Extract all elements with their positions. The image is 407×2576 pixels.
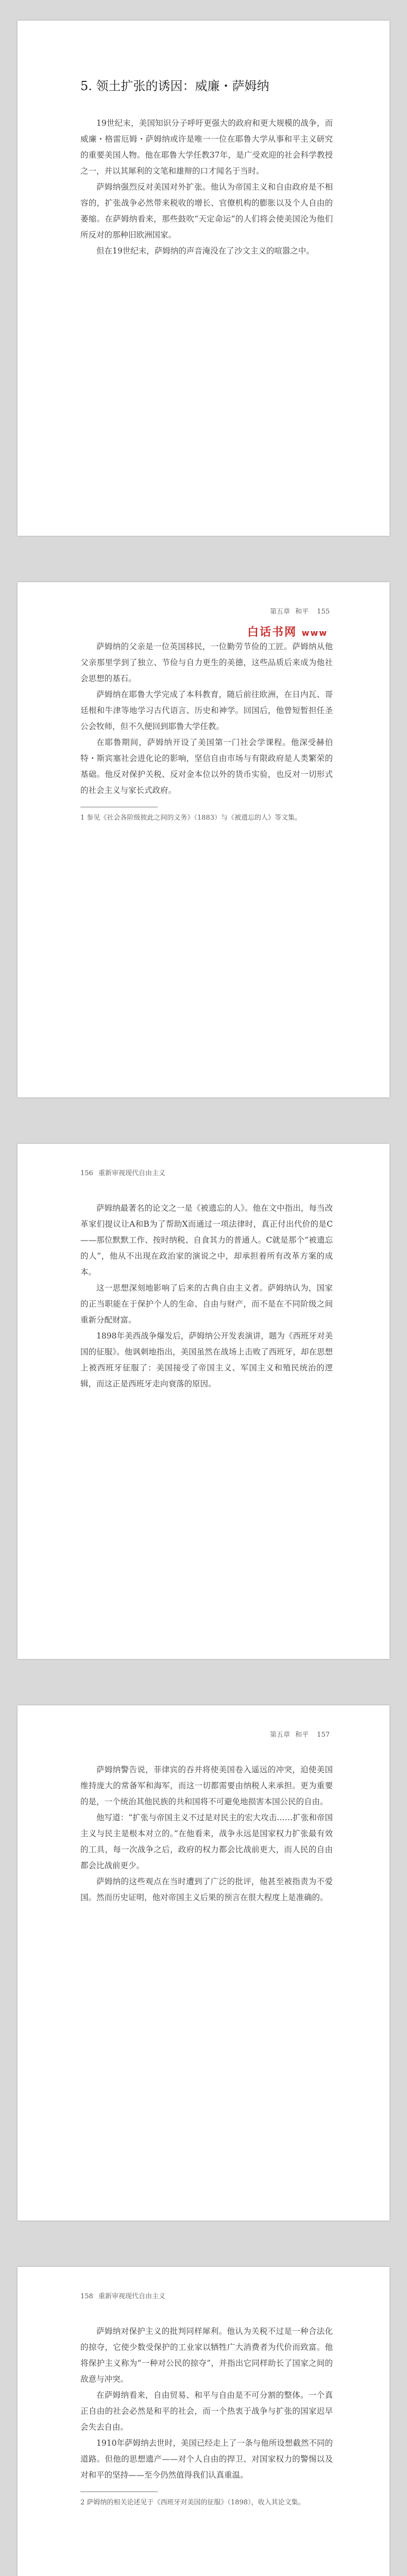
chapter-name: 和平 (295, 608, 309, 616)
page-content (80, 1200, 333, 1392)
page-number: 158 (80, 2293, 93, 2300)
chapter-label: 第五章 (269, 1731, 290, 1739)
book-page-1 (18, 21, 389, 536)
page-number: 155 (317, 608, 330, 616)
book-page-2 (18, 582, 389, 1097)
stamp-label: 白话书网 (247, 626, 297, 639)
chapter-label: 第五章 (269, 608, 290, 616)
book-page-4 (18, 1705, 389, 2221)
paragraph: 这一思想深刻地影响了后来的古典自由主义者。萨姆纳认为，国家的正当职能在于保护个人的生命、自由与财产，而不是在不同阶级之间重新分配财富。 (80, 1283, 333, 1325)
stamp-site: www (301, 628, 328, 638)
paragraph: 在耶鲁期间，萨姆纳开设了美国第一门社会学课程。他深受赫伯特・斯宾塞社会进化论的影响，坚信自由市场与有限政府是人类繁荣的基础。他反对保护关税、反对金本位以外的货币实验，也反对一切形式的社会主义与家长式政府。 (80, 738, 333, 795)
running-header (80, 1167, 333, 1179)
running-header (80, 1729, 333, 1740)
running-header (80, 606, 333, 617)
book-page-3 (18, 1144, 389, 1659)
paragraph: 萨姆纳在耶鲁大学完成了本科教育，随后前往欧洲，在日内瓦、哥廷根和牛津等地学习古代语言、历史和神学。回国后，他曾短暂担任圣公会牧师，但不久便回到耶鲁大学任教。 (80, 690, 333, 731)
paragraph: 19世纪末，美国知识分子呼吁更强大的政府和更大规模的战争，而威廉・格雷厄姆・萨姆纳或许是唯一一位在耶鲁大学从事和平主义研究的重要美国人物。他在耶鲁大学任教37年，是广受欢迎的社会科学教授之一，并以其犀利的文笔和雄辩的口才闻名于当时。 (80, 118, 333, 176)
paragraph: 萨姆纳的这些观点在当时遭到了广泛的批评，他甚至被指责为不爱国。然而历史证明，他对帝国主义后果的预言在很大程度上是准确的。 (80, 1877, 333, 1902)
paragraph: 但在19世纪末，萨姆纳的声音淹没在了沙文主义的喧嚣之中。 (96, 246, 314, 256)
paragraph: 在萨姆纳看来，自由贸易、和平与自由是不可分割的整体。一个真正自由的社会必然是和平的社会，而一个热衷于战争与扩张的国家迟早会失去自由。 (80, 2391, 333, 2432)
paragraph: 萨姆纳的父亲是一位英国移民，一位勤劳节俭的工匠。萨姆纳从他父亲那里学到了独立、节俭与自力更生的美德，这些品质后来成为他社会思想的基石。 (80, 642, 333, 683)
book-page-5 (18, 2267, 389, 2576)
section-title: 5. 领土扩张的诱因：威廉・萨姆纳 (80, 79, 269, 93)
book-title-header: 重新审视现代自由主义 (98, 1170, 165, 1177)
paragraph: 萨姆纳对保护主义的批判同样犀利。他认为关税不过是一种合法化的掠夺，它使少数受保护的工业家以牺牲广大消费者为代价而致富。他将保护主义称为“一种对公民的掠夺”，并指出它同样助长了国家之间的敌意与冲突。 (80, 2327, 333, 2384)
paragraph: 1910年萨姆纳去世时，美国已经走上了一条与他所设想截然不同的道路。但他的思想遗产——对个人自由的捍卫、对国家权力的警惕以及对和平的坚持——至今仍然值得我们认真重温。 (80, 2438, 333, 2480)
page-number: 156 (80, 1170, 93, 1177)
paragraph: 萨姆纳强烈反对美国对外扩张。他认为帝国主义和自由政府是不相容的，扩张战争必然带来税收的增长、官僚机构的膨胀以及个人自由的萎缩。在萨姆纳看来，那些鼓吹“天定命运”的人们将会使美国沦为他们所反对的那种旧欧洲国家。 (80, 182, 333, 240)
page-number: 157 (317, 1731, 330, 1739)
page-content (80, 77, 333, 259)
paragraph: 萨姆纳警告说，菲律宾的吞并将使美国卷入遥远的冲突，迫使美国维持庞大的常备军和海军，而这一切都需要由纳税人来承担。更为重要的是，一个统治其他民族的共和国将不可避免地损害本国公民的自由。 (80, 1765, 333, 1806)
book-title-header: 重新审视现代自由主义 (98, 2293, 165, 2300)
page-content (80, 639, 333, 824)
paragraph: 萨姆纳最著名的论文之一是《被遗忘的人》。他在文中指出，每当改革家们提议让A和B为了帮助X而通过一项法律时，真正付出代价的是C——那位默默工作、按时纳税、自食其力的普通人。C就是那个“被遗忘的人”，他从不出现在政治家的演说之中，却承担着所有改革方案的成本。 (80, 1204, 333, 1277)
watermark-stamp (247, 623, 328, 639)
page-content (80, 1762, 333, 1906)
paragraph: 他写道：“扩张与帝国主义不过是对民主的宏大攻击……扩张和帝国主义与民主是根本对立的。”在他看来，战争永远是国家权力扩张最有效的工具，每一次战争之后，政府的权力都会比战前更大，而人民的自由都会比战前更少。 (80, 1813, 333, 1870)
footnote: 1 参见《社会各阶级彼此之间的义务》（1883）与《被遗忘的人》等文集。 (80, 814, 301, 822)
page-content (80, 2324, 333, 2509)
footnote: 2 萨姆纳的相关论述见于《西班牙对美国的征服》（1898），收入其论文集。 (80, 2499, 305, 2506)
paragraph: 1898年美西战争爆发后，萨姆纳公开发表演讲，题为《西班牙对美国的征服》。他讽刺地指出，美国虽然在战场上击败了西班牙，却在思想上被西班牙征服了：美国接受了帝国主义、军国主义和殖民统治的逻辑，而这正是西班牙走向衰落的原因。 (80, 1331, 333, 1388)
running-header (80, 2291, 333, 2302)
chapter-name: 和平 (295, 1731, 309, 1739)
